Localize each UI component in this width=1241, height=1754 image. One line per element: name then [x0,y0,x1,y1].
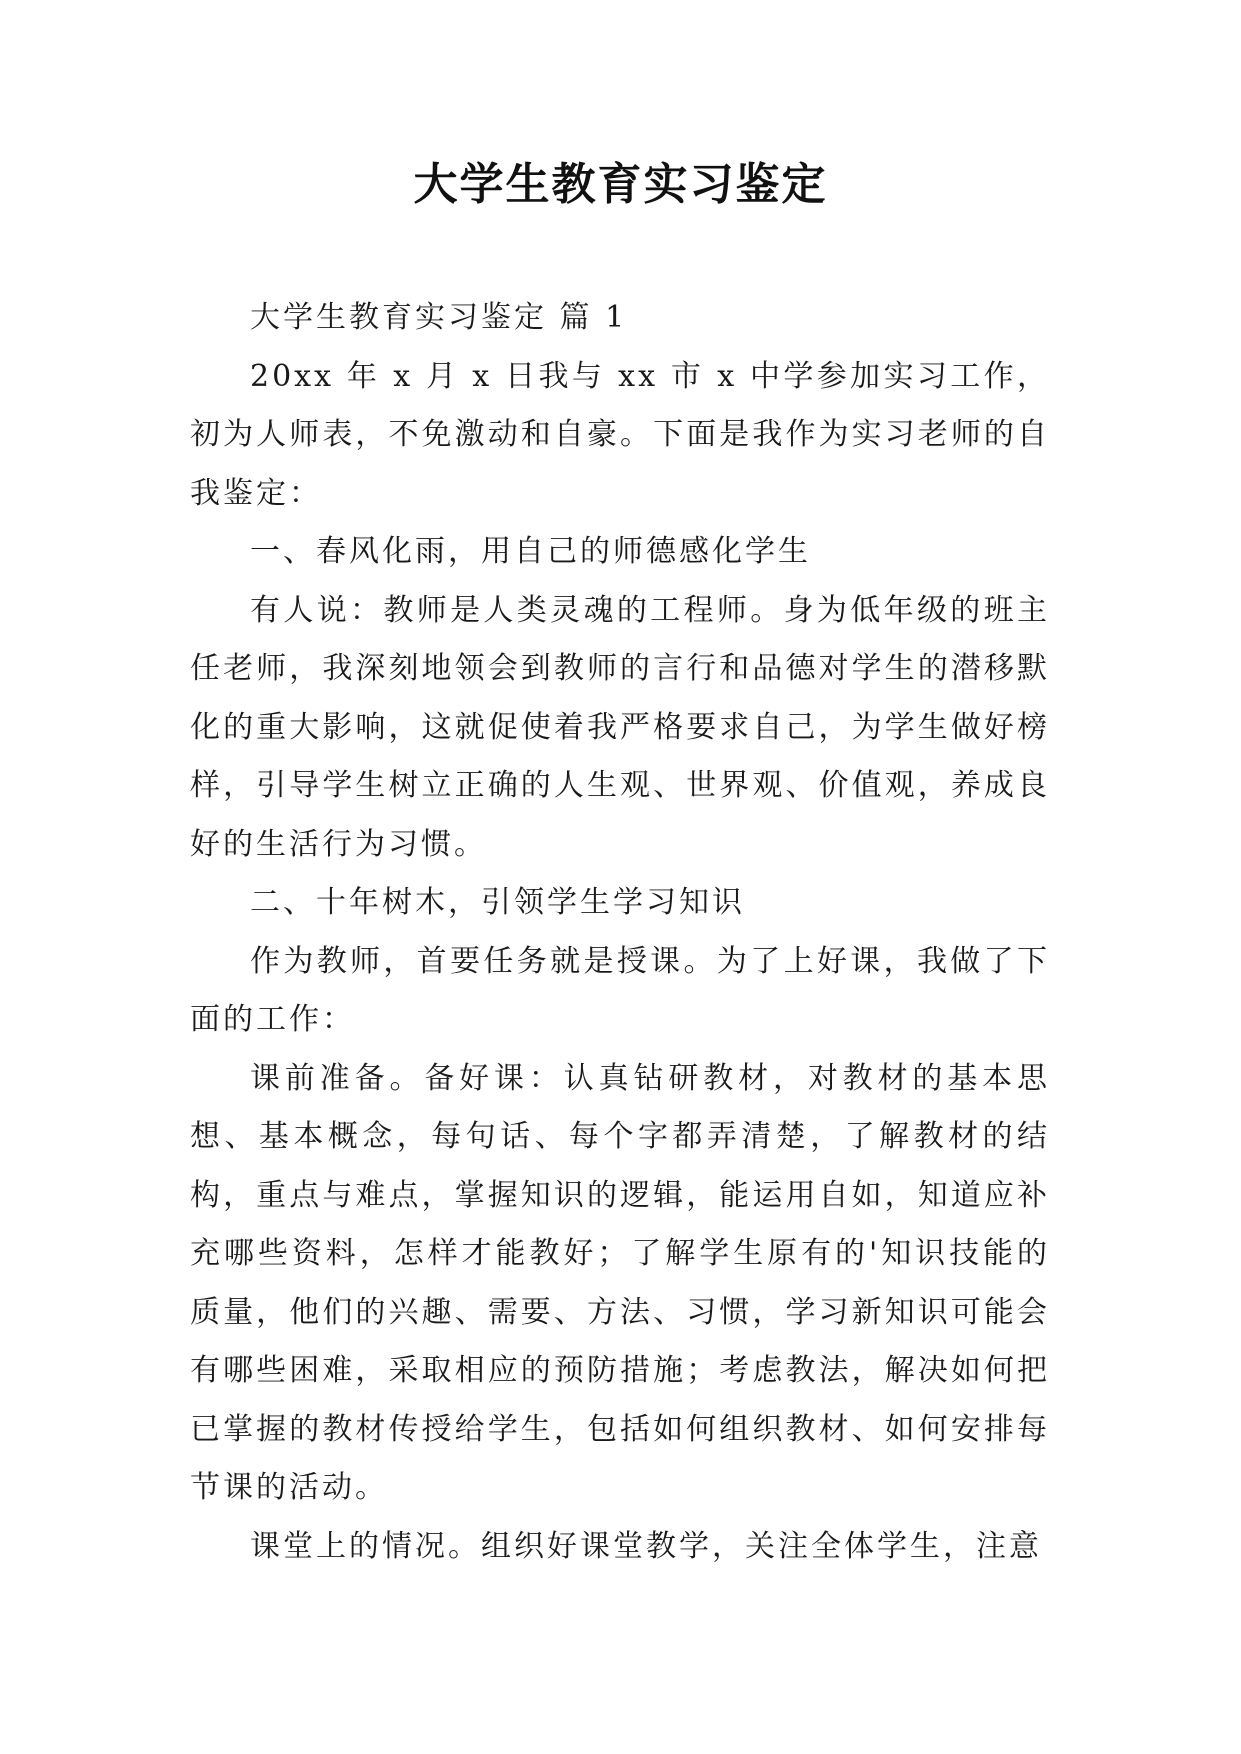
document-title: 大学生教育实习鉴定 [413,159,828,210]
section-heading-2: 二、十年树木，引领学生学习知识 [250,885,745,920]
section-heading-part-1: 大学生教育实习鉴定 篇 1 [250,300,628,335]
intro-paragraph: 20xx 年 x 月 x 日我与 xx 市 x 中学参加实习工作，初为人师表，不免激动和自豪。下面是我作为实习老师的自我鉴定： [190,358,1050,511]
body-paragraph-2: 作为教师，首要任务就是授课。为了上好课，我做了下面的工作： [190,943,1050,1037]
section-heading-1: 一、春风化雨，用自己的师德感化学生 [250,534,811,569]
body-paragraph-4: 课堂上的情况。组织好课堂教学，关注全体学生，注意 [250,1528,1042,1564]
body-paragraph-3: 课前准备。备好课：认真钻研教材，对教材的基本思想、基本概念，每句话、每个字都弄清楚，了解教材的结构，重点与难点，掌握知识的逻辑，能运用自如，知道应补充哪些资料，怎样才能教好；了解学生原有的'知识技能的质量，他们的兴趣、需要、方法、习惯，学习新知识可能会有哪些困难，采取相应的预防措施；考虑教法，解决如何把已掌握的教材传授给学生，包括如何组织教材、如何安排每节课的活动。 [190,1060,1050,1505]
document-body [190,289,1050,1576]
body-paragraph-1: 有人说：教师是人类灵魂的工程师。身为低年级的班主任老师，我深刻地领会到教师的言行和品德对学生的潜移默化的重大影响，这就促使着我严格要求自己，为学生做好榜样，引导学生树立正确的人生观、世界观、价值观，养成良好的生活行为习惯。 [190,592,1050,862]
